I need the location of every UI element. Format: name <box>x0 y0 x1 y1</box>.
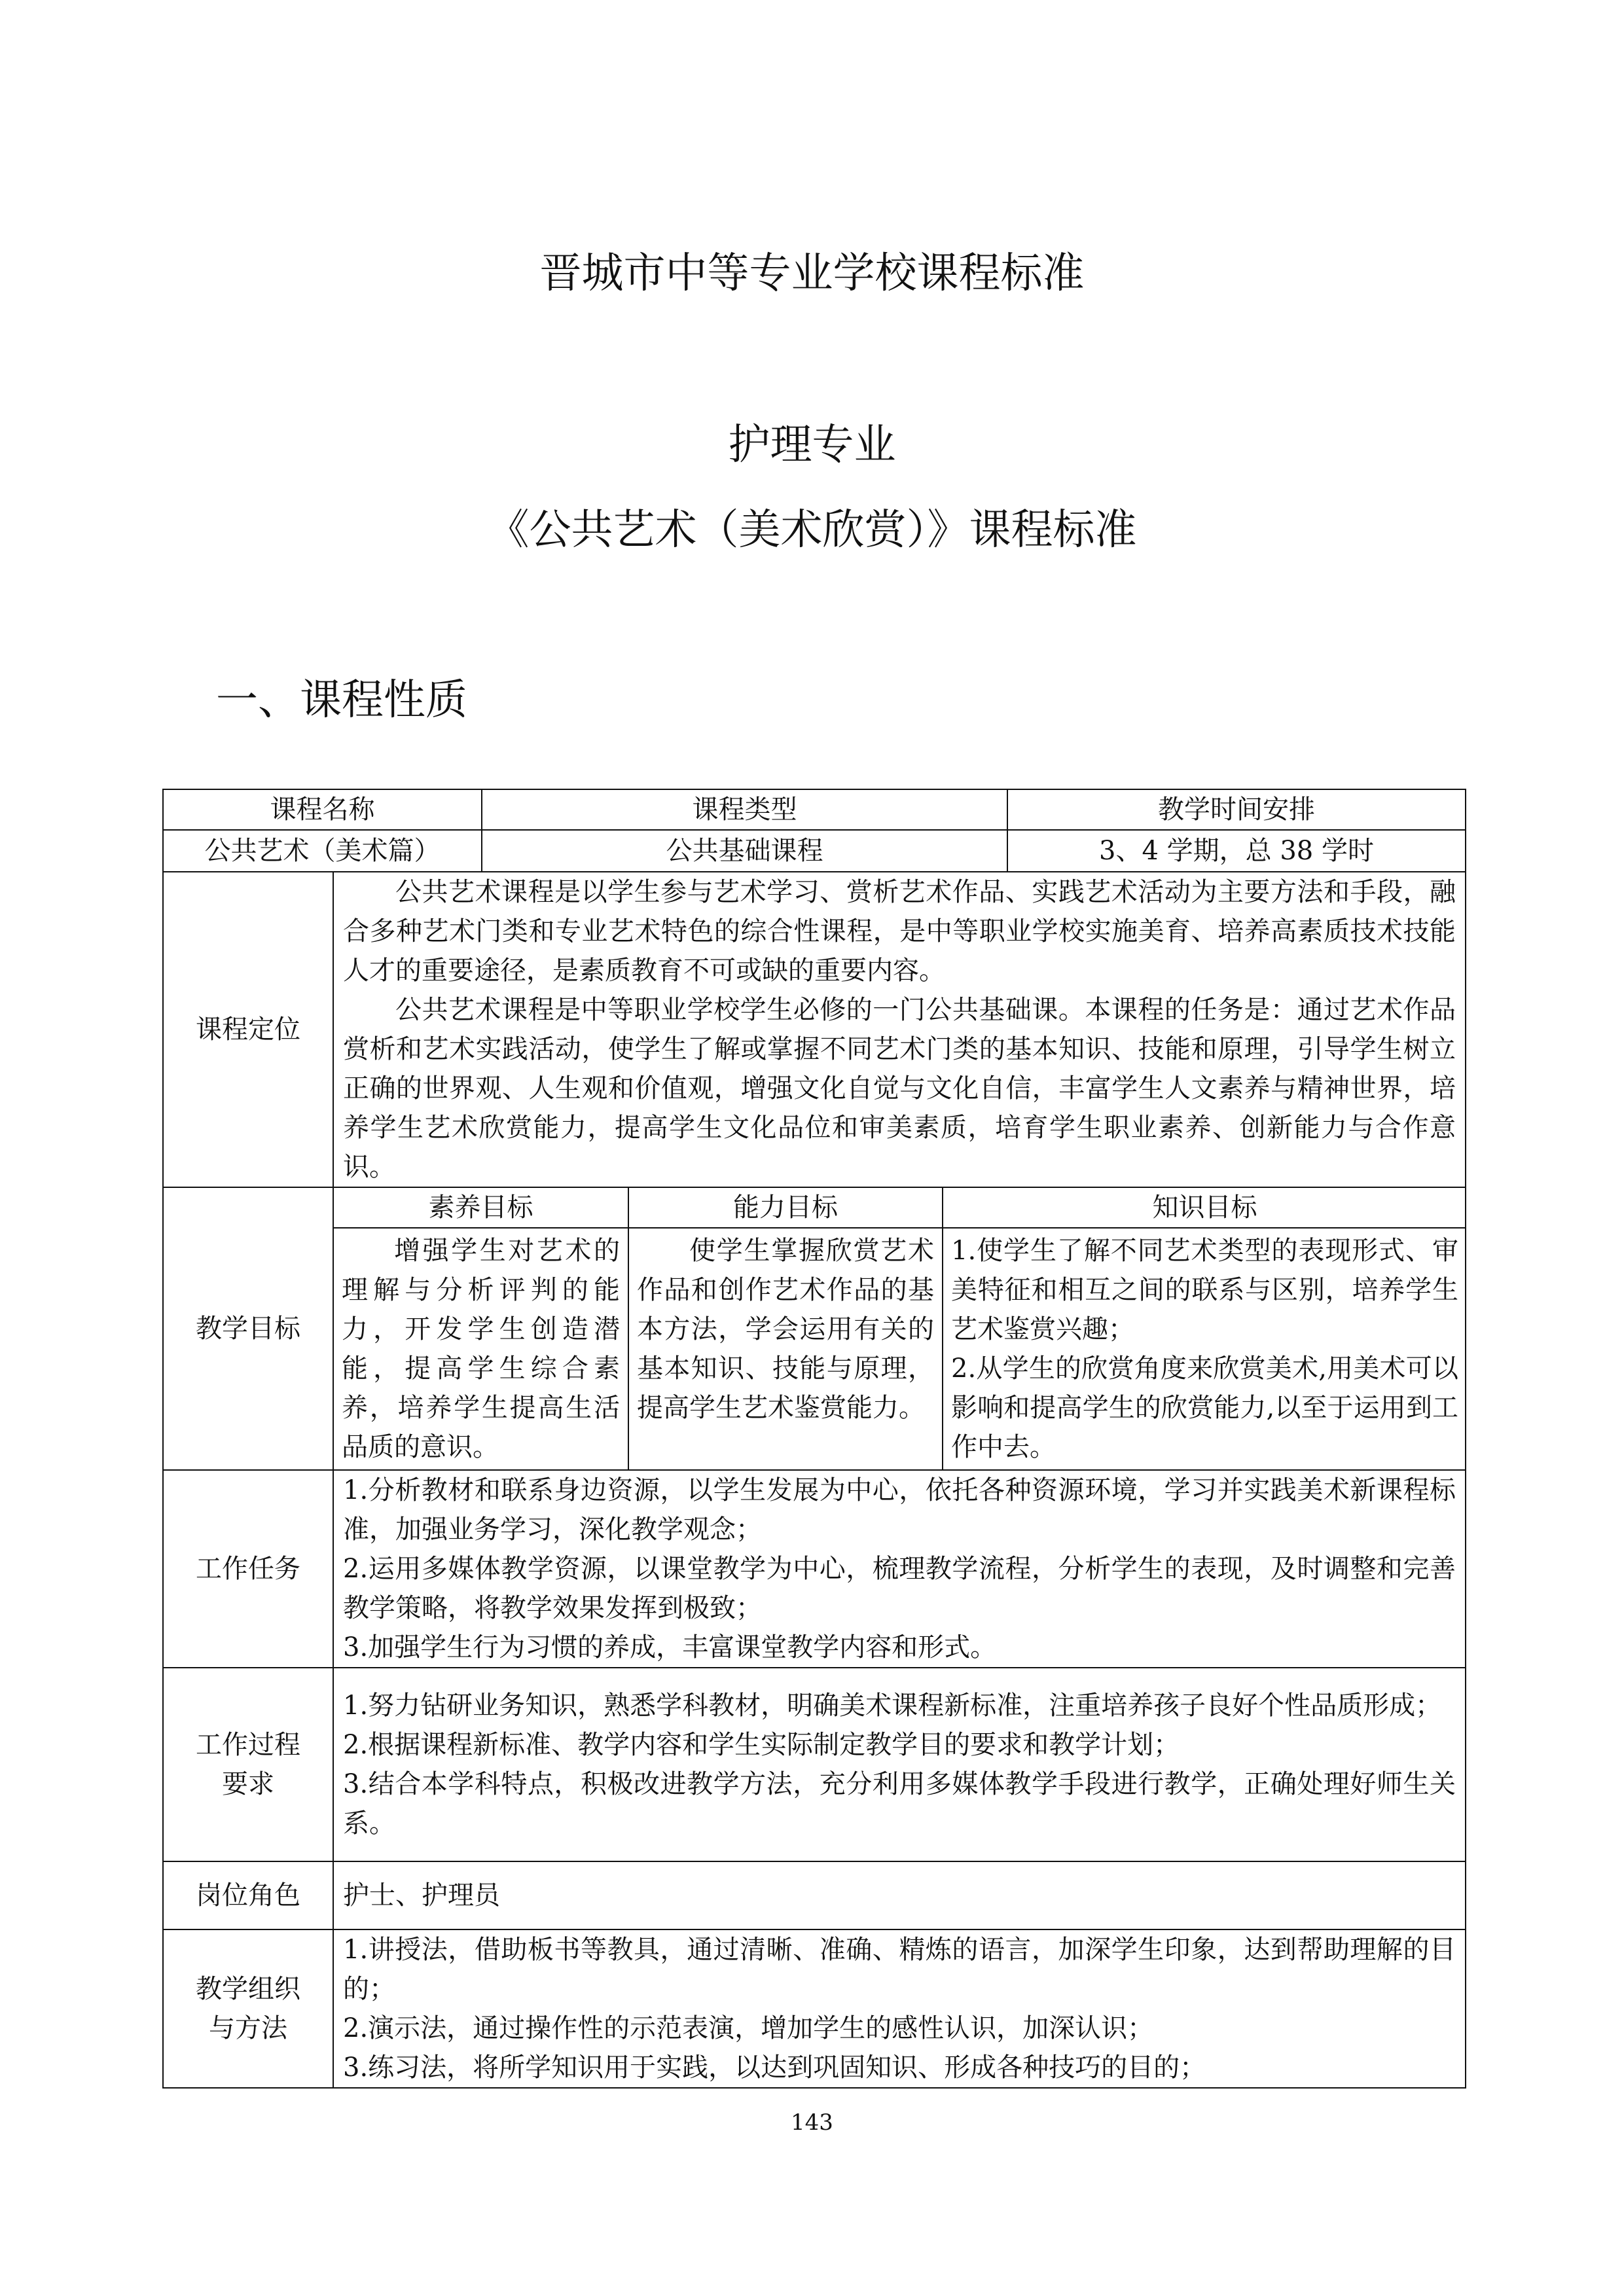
header-course-type: 课程类型 <box>482 789 1007 830</box>
task-item-3: 3.加强学生行为习惯的养成，丰富课堂教学内容和形式。 <box>343 1632 997 1662</box>
methods-label-line-1: 教学组织 <box>196 1974 300 2004</box>
positioning-label: 课程定位 <box>163 872 333 1187</box>
positioning-row <box>163 872 1466 1187</box>
goals-row <box>163 1187 1466 1470</box>
goals-label: 教学目标 <box>163 1187 333 1470</box>
goals-container <box>333 1187 1466 1470</box>
process-label-line-1: 工作过程 <box>196 1730 300 1760</box>
positioning-content <box>333 872 1466 1187</box>
literacy-paragraph: 增强学生对艺术的理解与分析评判的能力，开发学生创造潜能，提高学生综合素养，培养学生提高生活品质的意识。 <box>342 1236 620 1462</box>
process-content <box>333 1668 1466 1861</box>
tasks-row <box>163 1470 1466 1668</box>
major-title: 护理专业 <box>728 421 896 469</box>
ability-paragraph: 使学生掌握欣赏艺术作品和创作艺术作品的基本方法，学会运用有关的基本知识、技能与原理，提高学生艺术鉴赏能力。 <box>637 1236 934 1423</box>
header-course-name: 课程名称 <box>163 789 482 830</box>
method-item-2: 2.演示法，通过操作性的示范表演，增加学生的感性认识，加深认识； <box>343 2013 1154 2043</box>
course-standard-table <box>162 789 1466 2089</box>
table-header-row <box>163 789 1466 830</box>
methods-label <box>163 1929 333 2088</box>
role-label: 岗位角色 <box>163 1861 333 1929</box>
section-heading: 一、课程性质 <box>216 676 467 725</box>
course-title: 《公共艺术（美术欣赏）》课程标准 <box>487 506 1137 554</box>
goals-table <box>334 1188 1466 1469</box>
tasks-content <box>333 1470 1466 1668</box>
header-schedule: 教学时间安排 <box>1007 789 1466 830</box>
method-item-3: 3.练习法，将所学知识用于实践，以达到巩固知识、形成各种技巧的目的； <box>343 2053 1206 2083</box>
goal-knowledge-text <box>943 1228 1466 1469</box>
goals-header-row <box>334 1188 1466 1228</box>
goal-header-knowledge: 知识目标 <box>943 1188 1466 1228</box>
goals-content-row <box>334 1228 1466 1469</box>
methods-row <box>163 1929 1466 2088</box>
task-item-2: 2.运用多媒体教学资源，以课堂教学为中心，梳理教学流程，分析学生的表现，及时调整和完善教学策略，将教学效果发挥到极致； <box>343 1554 1456 1623</box>
positioning-paragraph-1: 公共艺术课程是以学生参与艺术学习、赏析艺术作品、实践艺术活动为主要方法和手段，融合多种艺术门类和专业艺术特色的综合性课程，是中等职业学校实施美育、培养高素质技术技能人才的重要途径，是素质教育不可或缺的重要内容。 <box>343 877 1456 986</box>
process-item-2: 2.根据课程新标准、教学内容和学生实际制定教学目的要求和教学计划； <box>343 1730 1180 1760</box>
table-values-row <box>163 830 1466 872</box>
methods-content <box>333 1929 1466 2088</box>
positioning-paragraph-2: 公共艺术课程是中等职业学校学生必修的一门公共基础课。本课程的任务是：通过艺术作品赏析和艺术实践活动，使学生了解或掌握不同艺术门类的基本知识、技能和原理，引导学生树立正确的世界观、人生观和价值观，增强文化自觉与文化自信，丰富学生人文素养与精神世界，培养学生艺术欣赏能力，提高学生文化品位和审美素质，培育学生职业素养、创新能力与合作意识。 <box>343 995 1456 1182</box>
document-title: 晋城市中等专业学校课程标准 <box>539 249 1085 298</box>
goal-ability-text <box>628 1228 943 1469</box>
knowledge-item-1: 1.使学生了解不同艺术类型的表现形式、审美特征和相互之间的联系与区别，培养学生艺术鉴赏兴趣； <box>951 1236 1458 1344</box>
knowledge-item-2: 2.从学生的欣赏角度来欣赏美术,用美术可以影响和提高学生的欣赏能力,以至于运用到工作中去。 <box>951 1354 1458 1462</box>
value-course-name: 公共艺术（美术篇） <box>163 830 482 872</box>
goal-header-literacy: 素养目标 <box>334 1188 628 1228</box>
role-value: 护士、护理员 <box>333 1861 1466 1929</box>
goal-header-ability: 能力目标 <box>628 1188 943 1228</box>
process-label <box>163 1668 333 1861</box>
tasks-label: 工作任务 <box>163 1470 333 1668</box>
process-label-line-2: 要求 <box>222 1769 274 1799</box>
process-item-1: 1.努力钻研业务知识，熟悉学科教材，明确美术课程新标准，注重培养孩子良好个性品质形成； <box>343 1691 1442 1721</box>
method-item-1: 1.讲授法，借助板书等教具，通过清晰、准确、精炼的语言，加深学生印象，达到帮助理解的目的； <box>343 1935 1456 2004</box>
value-schedule: 3、4 学期，总 38 学时 <box>1007 830 1466 872</box>
role-row <box>163 1861 1466 1929</box>
process-item-3: 3.结合本学科特点，积极改进教学方法，充分利用多媒体教学手段进行教学，正确处理好师生关系。 <box>343 1769 1456 1839</box>
process-row <box>163 1668 1466 1861</box>
page-number: 143 <box>791 2109 833 2136</box>
task-item-1: 1.分析教材和联系身边资源，以学生发展为中心，依托各种资源环境，学习并实践美术新课程标准，加强业务学习，深化教学观念； <box>343 1475 1456 1545</box>
methods-label-line-2: 与方法 <box>209 2013 287 2043</box>
goal-literacy-text <box>334 1228 628 1469</box>
value-course-type: 公共基础课程 <box>482 830 1007 872</box>
